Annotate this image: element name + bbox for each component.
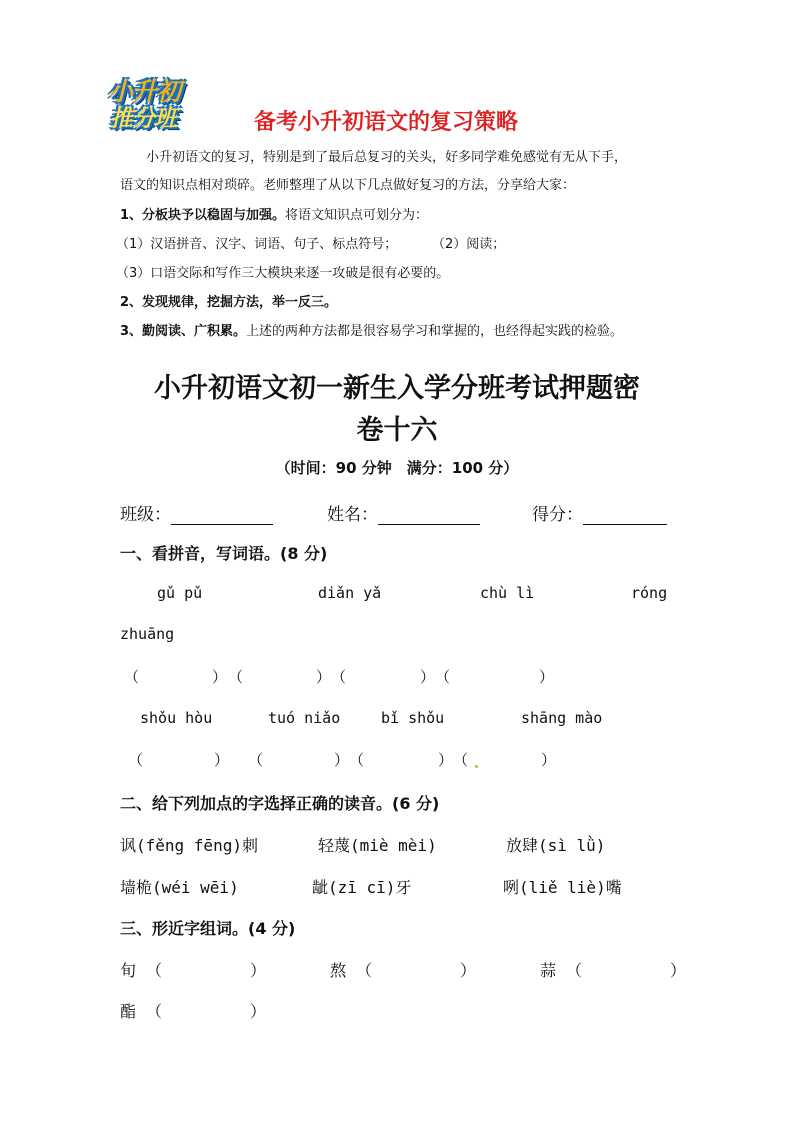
score-label: 得分： [532, 505, 583, 525]
similar-char: 旬 [120, 961, 137, 980]
answer-blank-close: ） [420, 668, 436, 686]
similar-char: 酯 [120, 1002, 137, 1021]
logo-line1: 小升初 [108, 77, 181, 106]
similar-char-item [120, 958, 266, 981]
tip-1-part-a: （1）汉语拼音、汉字、词语、句子、标点符号； [116, 237, 398, 252]
answer-blank-close: ） [250, 961, 267, 980]
tip-1-text: 将语文知识点可划分为： [285, 208, 429, 223]
similar-char-item [120, 999, 266, 1022]
answer-blank-open[interactable]: （ [128, 751, 144, 769]
answer-blank-close: ） [539, 668, 555, 686]
logo-line2: 推分班 [110, 106, 176, 132]
answer-blank-open[interactable]: （ [435, 668, 451, 686]
tip-1-part-c: （3）口语交际和写作三大模块来逐一攻破是很有必要的。 [116, 266, 450, 281]
reading-choice: 放肆(sì lǜ) [506, 836, 606, 855]
class-blank[interactable] [171, 510, 273, 525]
answer-blank-close: ） [670, 961, 687, 980]
reading-choice: 墙桅(wéi wēi) [120, 878, 239, 897]
q3-title: 三、形近字组词。(4 分) [120, 919, 296, 938]
exam-time-score: （时间：90 分钟 满分：100 分） [275, 459, 519, 477]
score-blank[interactable] [583, 510, 667, 525]
similar-char: 熬 [330, 961, 347, 980]
similar-char-item [330, 958, 476, 981]
answer-blank-open[interactable]: （ [566, 961, 583, 980]
logo [104, 72, 208, 132]
name-label: 姓名： [327, 505, 378, 525]
stray-dot [475, 765, 478, 768]
exam-title-line2: 卷十六 [356, 415, 438, 446]
answer-blank-open[interactable]: （ [146, 1002, 163, 1021]
tip-1-heading: 1、分板块予以稳固与加强。 [120, 208, 286, 223]
pinyin-5: shǒu hòu [140, 709, 213, 727]
name-field [327, 500, 480, 525]
answer-blank-open[interactable]: （ [146, 961, 163, 980]
answer-blank-close: ） [214, 751, 230, 769]
pinyin-1: gǔ pǔ [157, 584, 203, 602]
name-blank[interactable] [378, 510, 480, 525]
class-label: 班级： [120, 505, 171, 525]
answer-blank-open[interactable]: （ [331, 668, 347, 686]
answer-blank-open[interactable]: （ [453, 751, 469, 769]
answer-blank-close: ） [250, 1002, 267, 1021]
answer-blank-open[interactable]: （ [356, 961, 373, 980]
q1-title: 一、看拼音，写词语。(8 分) [120, 544, 328, 563]
answer-blank-close: ） [334, 751, 350, 769]
answer-blank-open[interactable]: （ [349, 751, 365, 769]
reading-choice: 讽(fěng fēng)刺 [120, 836, 258, 855]
answer-blank-close: ） [460, 961, 477, 980]
reading-choice: 轻蔑(miè mèi) [318, 836, 437, 855]
similar-char-item [540, 958, 686, 981]
reading-choice: 龇(zī cī)牙 [312, 878, 412, 897]
intro-paragraph-2: 语文的知识点相对琐碎。老师整理了从以下几点做好复习的方法，分享给大家： [120, 178, 576, 193]
answer-blank-open[interactable]: （ [228, 668, 244, 686]
exam-title-line1: 小升初语文初一新生入学分班考试押题密 [154, 373, 640, 404]
pinyin-4-wrap: zhuāng [120, 625, 175, 643]
pinyin-4: róng [631, 584, 668, 602]
class-field [120, 500, 273, 525]
answer-blank-close: ） [316, 668, 332, 686]
q2-title: 二、给下列加点的字选择正确的读音。(6 分) [120, 794, 440, 813]
pinyin-8: shāng mào [521, 709, 603, 727]
tip-3 [120, 320, 623, 339]
pinyin-7: bǐ shǒu [381, 709, 445, 727]
answer-blank-close: ） [212, 668, 228, 686]
intro-paragraph-1: 小升初语文的复习，特别是到了最后总复习的关头，好多同学难免感觉有无从下手， [146, 150, 628, 165]
tip-3-text: 上述的两种方法都是很容易学习和掌握的，也经得起实践的检验。 [246, 324, 624, 339]
pinyin-2: diǎn yǎ [318, 584, 382, 602]
tip-1 [120, 204, 428, 223]
similar-char: 蒜 [540, 961, 557, 980]
tip-3-heading: 3、勤阅读、广积累。 [120, 324, 247, 339]
answer-blank-close: ） [541, 751, 557, 769]
reading-choice: 咧(liě liè)嘴 [503, 878, 622, 897]
tip-1-part-b: （2）阅读； [432, 237, 506, 252]
header-title: 备考小升初语文的复习策略 [254, 110, 519, 135]
answer-blank-open[interactable]: （ [124, 668, 140, 686]
score-field [532, 500, 667, 525]
tip-2: 2、发现规律，挖掘方法，举一反三。 [120, 295, 338, 310]
pinyin-6: tuó niǎo [268, 709, 341, 727]
pinyin-3: chù lì [480, 584, 535, 602]
answer-blank-close: ） [438, 751, 454, 769]
answer-blank-open[interactable]: （ [248, 751, 264, 769]
